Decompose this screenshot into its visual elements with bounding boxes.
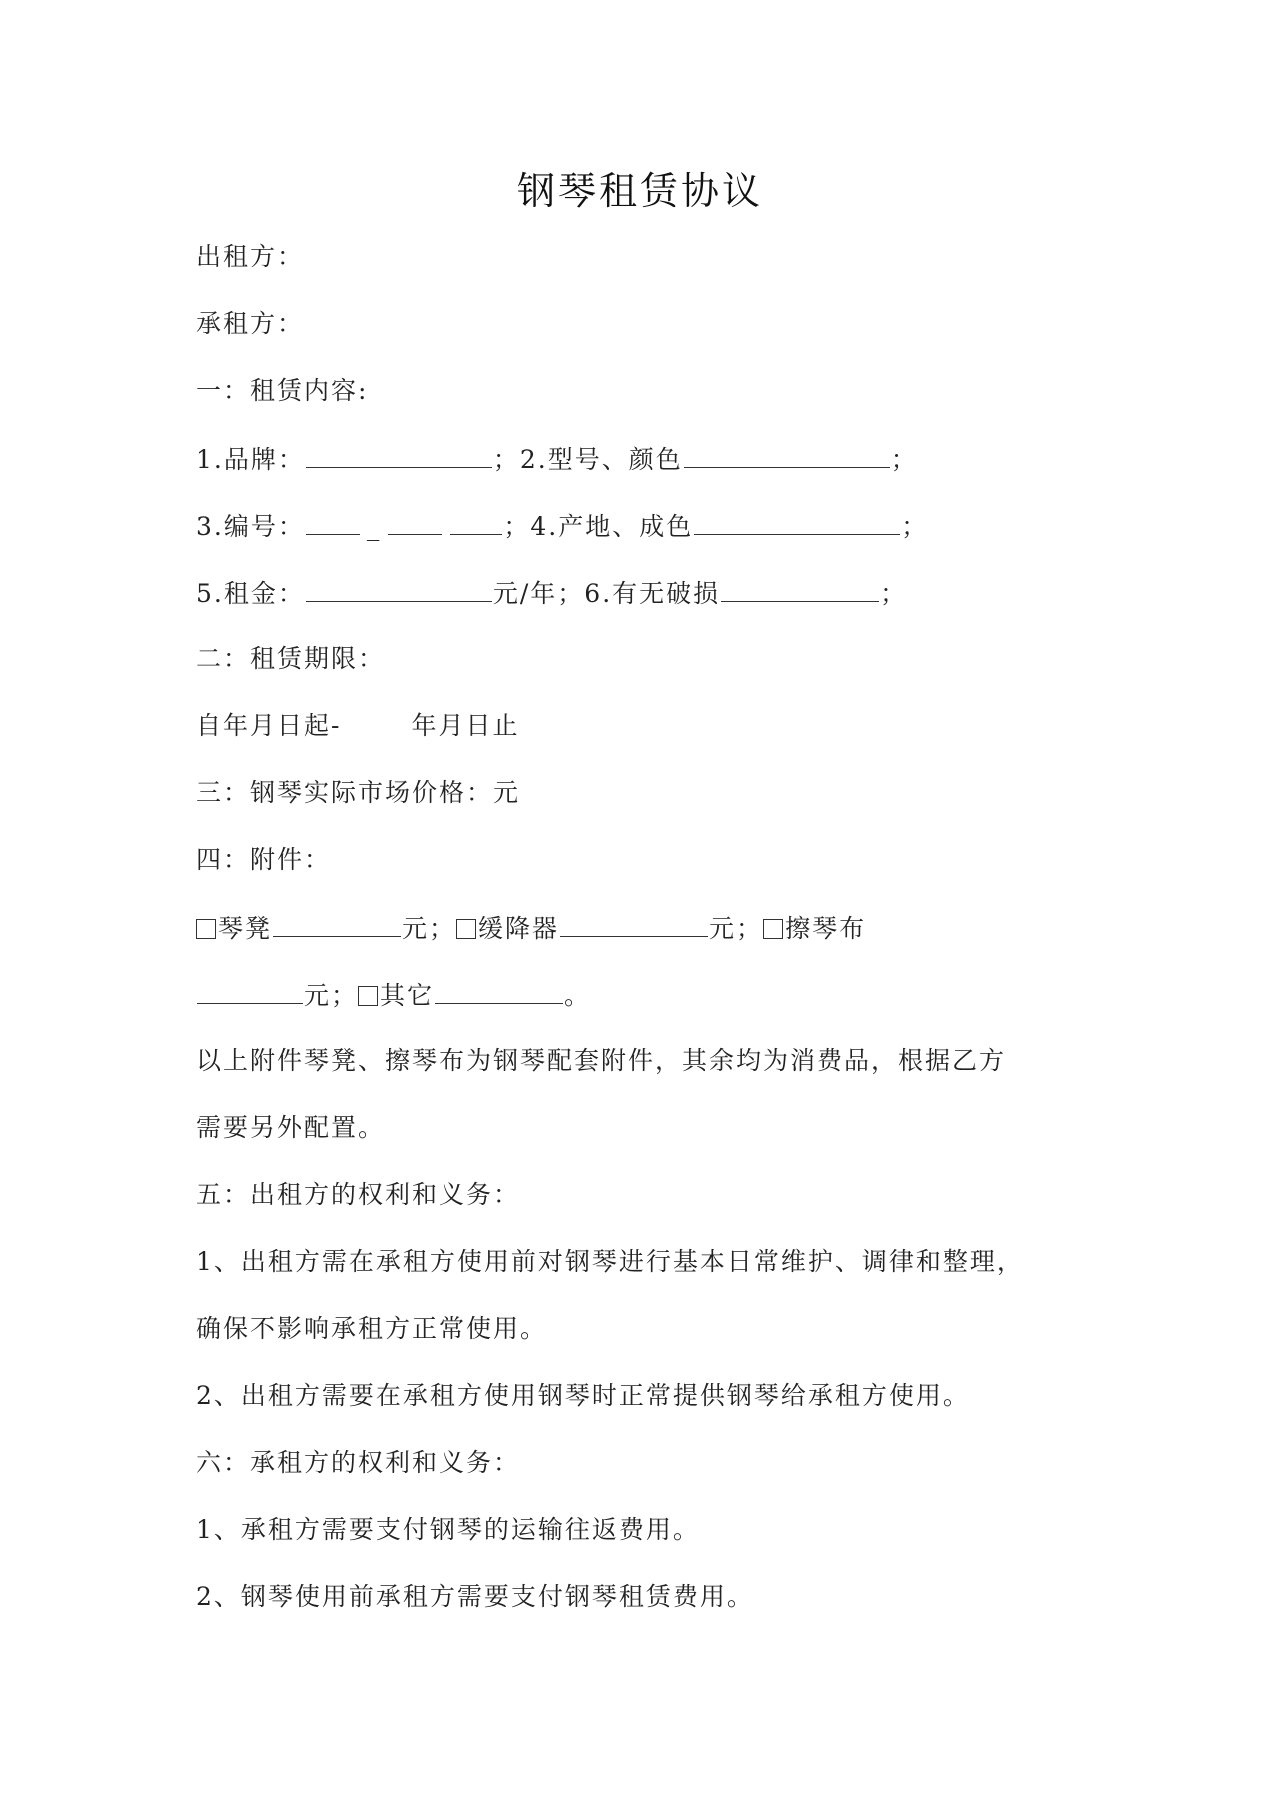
section-5-item-1-line-2: 确保不影响承租方正常使用。 [196, 1314, 548, 1343]
document-title: 钢琴租赁协议 [516, 169, 763, 213]
section-1-heading: 一：租赁内容: [196, 376, 369, 405]
number-blank-2[interactable] [388, 508, 442, 535]
section-5-item-1-line-1: 1、出租方需在承租方使用前对钢琴进行基本日常维护、调律和整理， [196, 1247, 1024, 1276]
accessories-note-2: 需要另外配置。 [196, 1113, 386, 1142]
other-label: 其它 [380, 981, 435, 1010]
section-6-item-2: 2、钢琴使用前承租方需要支付钢琴租赁费用。 [196, 1582, 754, 1611]
number-blank-1[interactable] [306, 508, 360, 535]
bench-blank[interactable] [273, 910, 401, 937]
cloth-blank[interactable] [197, 977, 303, 1004]
other-blank[interactable] [435, 977, 563, 1004]
rent-label: 5.租金： [196, 579, 305, 608]
brand-label: 1.品牌： [196, 445, 305, 474]
number-dash: _ [366, 512, 382, 541]
section-2-heading: 二：租赁期限： [196, 644, 386, 673]
section-6-item-1: 1、承租方需要支付钢琴的运输往返费用。 [196, 1515, 700, 1544]
damper-blank[interactable] [560, 910, 708, 937]
section-3-heading: 三：钢琴实际市场价格：元 [196, 778, 521, 807]
section-6-heading: 六：承租方的权利和义务： [196, 1448, 521, 1477]
model-label: ；2.型号、颜色 [492, 445, 683, 474]
damper-checkbox[interactable] [456, 919, 476, 939]
period-line [196, 709, 1096, 743]
cloth-checkbox[interactable] [763, 919, 783, 939]
section-5-heading: 五：出租方的权利和义务： [196, 1180, 521, 1209]
period-start: 自年月日起- [196, 711, 342, 740]
yuan-label: 元； [304, 981, 359, 1010]
semicolon: ； [880, 579, 908, 608]
cloth-label: 擦琴布 [785, 914, 867, 943]
lessee-line: 承租方： [196, 309, 305, 338]
number-origin-line [196, 508, 1096, 544]
damage-blank[interactable] [721, 575, 879, 602]
rent-unit-label: 元/年；6.有无破损 [492, 579, 721, 608]
number-label: 3.编号： [196, 512, 305, 541]
origin-label: ；4.产地、成色 [503, 512, 694, 541]
rent-damage-line [196, 575, 1096, 611]
brand-model-line [196, 441, 1096, 477]
bench-checkbox[interactable] [196, 919, 216, 939]
origin-blank[interactable] [694, 508, 900, 535]
brand-blank[interactable] [306, 441, 492, 468]
period-mark: 。 [564, 981, 592, 1010]
section-5-item-2: 2、出租方需要在承租方使用钢琴时正常提供钢琴给承租方使用。 [196, 1381, 970, 1410]
section-4-heading: 四：附件： [196, 845, 332, 874]
yuan-label: 元； [709, 914, 764, 943]
accessories-line-1 [196, 910, 1096, 946]
bench-label: 琴凳 [218, 914, 273, 943]
semicolon: ； [901, 512, 929, 541]
semicolon: ； [890, 445, 918, 474]
yuan-label: 元； [402, 914, 457, 943]
other-checkbox[interactable] [358, 986, 378, 1006]
damper-label: 缓降器 [478, 914, 560, 943]
lessor-line: 出租方： [196, 242, 305, 271]
period-end: 年月日止 [411, 711, 520, 740]
accessories-note-1: 以上附件琴凳、擦琴布为钢琴配套附件，其余均为消费品，根据乙方 [196, 1046, 1007, 1075]
rent-blank[interactable] [306, 575, 492, 602]
model-blank[interactable] [684, 441, 890, 468]
accessories-line-2 [196, 977, 1096, 1013]
number-blank-3[interactable] [450, 508, 502, 535]
